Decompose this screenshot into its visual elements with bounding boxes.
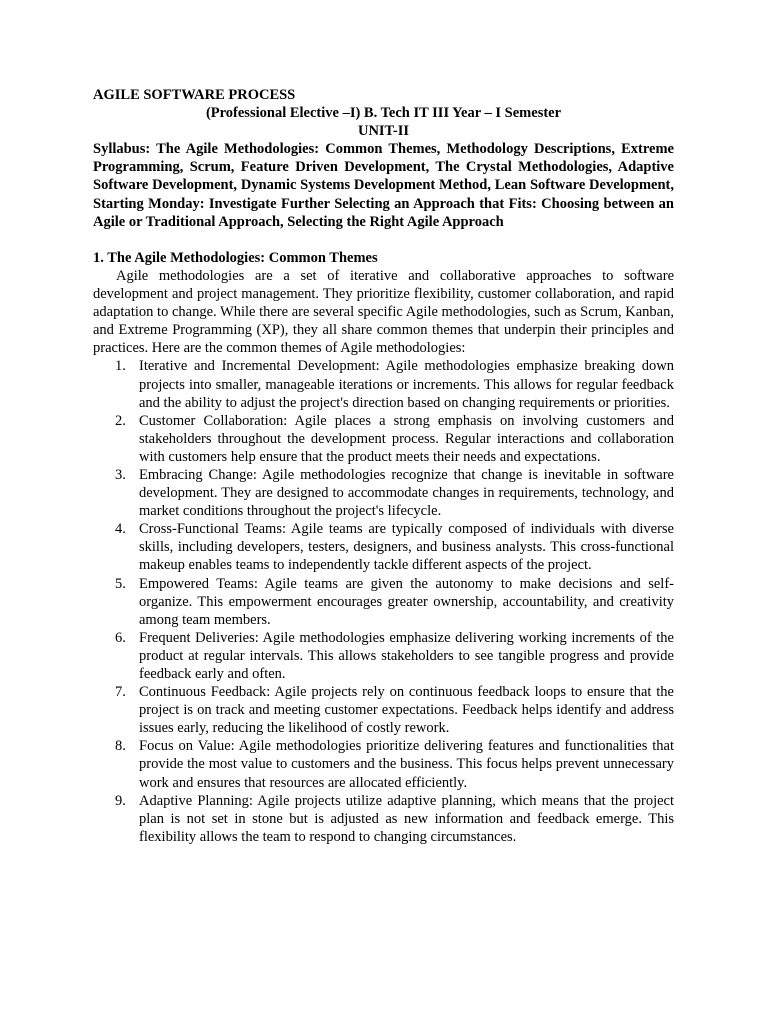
list-item bbox=[93, 792, 674, 846]
common-themes-list bbox=[93, 357, 674, 846]
list-item-text: Continuous Feedback: Agile projects rely on continuous feedback loops to ensure that the project is on track and meeting customer expectations. Feedback helps identify and address issues early, reducing the likelihood of costly rework. bbox=[139, 684, 674, 737]
list-item-text: Frequent Deliveries: Agile methodologies emphasize delivering working increments of the product at regular intervals. This allows stakeholders to see tangible progress and provide feedback early and often. bbox=[139, 629, 674, 682]
document-title: AGILE SOFTWARE PROCESS bbox=[93, 87, 296, 103]
list-item-number: 8. bbox=[115, 738, 126, 755]
list-item bbox=[93, 412, 674, 466]
list-item bbox=[93, 466, 674, 520]
course-line: (Professional Elective –I) B. Tech IT III Year – I Semester bbox=[205, 105, 562, 122]
list-item-number: 4. bbox=[115, 521, 126, 538]
list-item-text: Empowered Teams: Agile teams are given the autonomy to make decisions and self-organize. This empowerment encourages greater ownership, accountability, and creativity among team members. bbox=[139, 575, 674, 628]
list-item-text: Customer Collaboration: Agile places a strong emphasis on involving customers and stakeholders throughout the development process. Regular interactions and collaboration with customers help ensure that the product meets their needs and expectations. bbox=[139, 412, 674, 465]
syllabus-paragraph: Syllabus: The Agile Methodologies: Common Themes, Methodology Descriptions, Extreme Programming, Scrum, Feature Driven Development, The Crystal Methodologies, Adaptive Software Development, Dynamic Systems Development Method, Lean Software Development, Starting Monday: Investigate Further Selecting an Approach that Fits: Choosing between an Agile or Traditional Approach, Selecting the Right Agile Approach bbox=[93, 141, 674, 230]
list-item-number: 5. bbox=[115, 575, 126, 592]
list-item bbox=[93, 737, 674, 791]
list-item-number: 1. bbox=[115, 358, 126, 375]
list-item-text: Iterative and Incremental Development: Agile methodologies emphasize breaking down projects into smaller, manageable iterations or increments. This allows for regular feedback and the ability to adjust the project's direction based on changing requirements or priorities. bbox=[139, 358, 674, 411]
document-page bbox=[93, 86, 674, 846]
list-item bbox=[93, 629, 674, 683]
list-item bbox=[93, 357, 674, 411]
spacer bbox=[93, 231, 674, 249]
list-item-number: 3. bbox=[115, 466, 126, 483]
section-heading: 1. The Agile Methodologies: Common Themes bbox=[93, 249, 378, 266]
list-item-text: Focus on Value: Agile methodologies prioritize delivering features and functionalities that provide the most value to customers and the business. This focus helps prevent unnecessary work and ensures that resources are allocated efficiently. bbox=[139, 738, 674, 791]
list-item-text: Cross-Functional Teams: Agile teams are typically composed of individuals with diverse skills, including developers, testers, designers, and business analysts. This cross-functional makeup enables teams to independently tackle different aspects of the project. bbox=[139, 521, 674, 574]
list-item bbox=[93, 575, 674, 629]
list-item bbox=[93, 520, 674, 574]
list-item-text: Embracing Change: Agile methodologies recognize that change is inevitable in software development. They are designed to accommodate changes in requirements, technology, and market conditions throughout the project's lifecycle. bbox=[139, 466, 674, 520]
unit-label: UNIT-II bbox=[357, 123, 410, 140]
list-item-number: 7. bbox=[115, 684, 126, 701]
list-item bbox=[93, 683, 674, 737]
list-item-text: Adaptive Planning: Agile projects utilize adaptive planning, which means that the project plan is not set in stone but is adjusted as new information and feedback emerge. This flexibility allows the team to respond to changing circumstances. bbox=[139, 792, 674, 845]
intro-paragraph: Agile methodologies are a set of iterative and collaborative approaches to software development and project management. They prioritize flexibility, customer collaboration, and rapid adaptation to change. While there are several specific Agile methodologies, such as Scrum, Kanban, and Extreme Programming (XP), they all share common themes that underpin their principles and practices. Here are the common themes of Agile methodologies: bbox=[93, 267, 674, 357]
list-item-number: 9. bbox=[115, 792, 126, 809]
list-item-number: 6. bbox=[115, 629, 126, 646]
list-item-number: 2. bbox=[115, 412, 126, 429]
